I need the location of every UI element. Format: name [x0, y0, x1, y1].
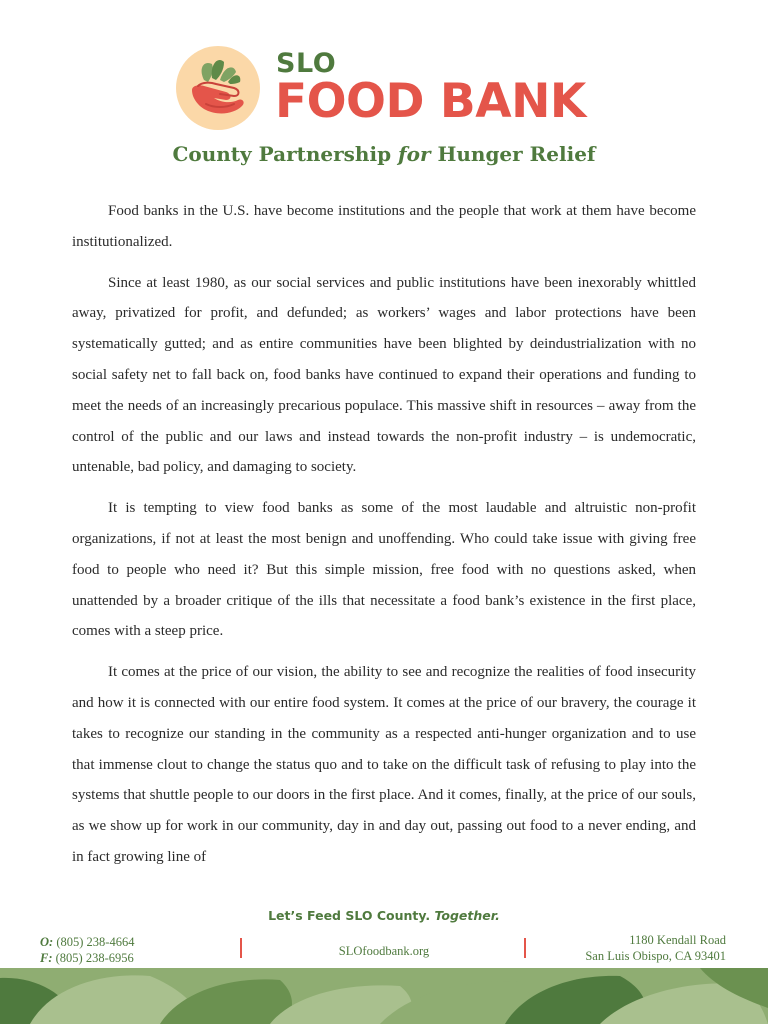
footer-leaf-decoration: [0, 968, 768, 1024]
phone-numbers: [40, 934, 134, 966]
paragraph-2: Since at least 1980, as our social services and public institutions have been inexorably whittled away, privatized for profit, and defunded; as workers’ wages and labor protections have been systematically gutted; and as entire communities have been blighted by deindustrialization with no social safety net to fall back on, food banks have continued to expand their operations and funding to meet the needs of an increasingly precarious populace. This massive shift in resources – away from the control of the public and our laws and instead towards the non-profit industry – is undemocratic, untenable, bad policy, and damaging to society.: [72, 274, 696, 476]
slogan-text: Let’s Feed SLO County.: [268, 908, 431, 923]
tagline-end: Hunger Relief: [430, 142, 596, 166]
address-city: San Luis Obispo, CA 93401: [585, 949, 726, 963]
tagline: [0, 142, 768, 166]
paragraph-4: It comes at the price of our vision, the ability to see and recognize the realities of food insecurity and how it is connected with our entire food system. It comes at the price of our bravery, the courage it takes to recognize our standing in the community as a respected anti-hunger organization and to use that immense clout to change the status quo and to take on the difficult task of refusing to play into the systems that shuttle people to our doors in the first place. And it comes, finally, at the price of our souls, as we show up for work in our community, day in and day out, passing out food to a never ending, and in fact growing line of: [72, 664, 696, 865]
brand-name-large: FOOD BANK: [275, 74, 586, 129]
letterhead: [0, 0, 768, 180]
slogan-together: Together.: [434, 908, 500, 923]
footer-slogan: [0, 908, 768, 923]
footer-divider-left: [240, 938, 242, 958]
hands-holding-leaves-icon: [176, 46, 260, 130]
letter-body: [72, 196, 696, 883]
office-phone-line: [40, 934, 134, 950]
address-street: 1180 Kendall Road: [629, 933, 726, 947]
fax-label: F:: [40, 951, 53, 965]
tagline-for: for: [398, 142, 431, 166]
paragraph-3: It is tempting to view food banks as some of the most laudable and altruistic non-profit organizations, if not at least the most benign and unoffending. Who could take issue with giving free food to people who need it? But this simple mission, free food with no questions asked, when unattended by a broader critique of the ills that necessitate a food bank’s existence in the first place, comes with a steep price.: [72, 500, 696, 640]
brand-name-small: SLO: [276, 48, 337, 79]
footer-divider-right: [524, 938, 526, 958]
website-link[interactable]: SLOfoodbank.org: [338, 944, 430, 958]
fax-line: [40, 950, 134, 966]
tagline-start: County Partnership: [172, 142, 399, 166]
mailing-address: [585, 932, 726, 964]
office-phone: (805) 238-4664: [56, 935, 135, 949]
fax-phone: (805) 238-6956: [55, 951, 134, 965]
paragraph-1: Food banks in the U.S. have become institutions and the people that work at them have become institutionalized.: [72, 203, 696, 250]
office-label: O:: [40, 935, 54, 949]
